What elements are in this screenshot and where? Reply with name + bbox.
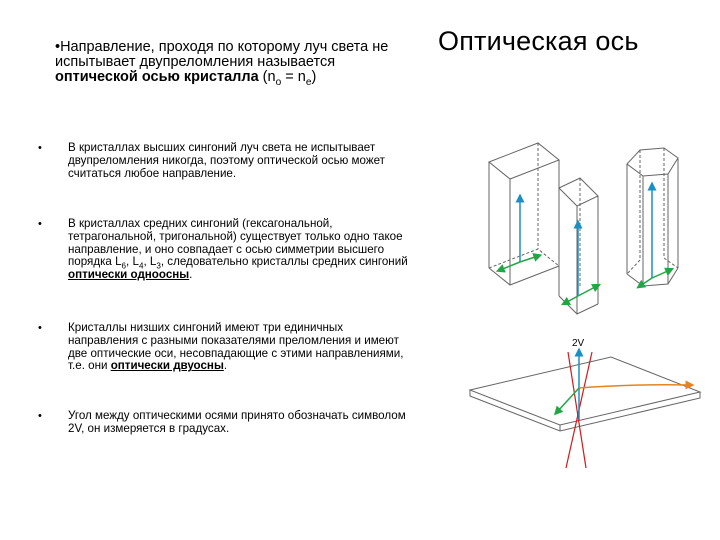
- refracted-ray-arrow: [579, 385, 690, 388]
- biaxial-plate: [470, 357, 700, 431]
- emphasis-term: оптически одноосны: [68, 268, 190, 282]
- bullet-dot: •: [38, 322, 42, 334]
- subscript: 6: [121, 261, 127, 271]
- intro-bullet: •: [55, 39, 61, 55]
- item-text-end: .: [223, 359, 228, 373]
- intro-formula-close: ): [311, 69, 317, 85]
- bullet-dot: •: [38, 218, 42, 230]
- vibration-arrow: [520, 256, 538, 262]
- item-text-part: , L: [126, 255, 139, 269]
- bullet-dot: •: [38, 142, 42, 154]
- vibration-arrow: [578, 286, 597, 296]
- optic-axis-line: [568, 352, 586, 468]
- item-text-part: , L: [143, 255, 157, 269]
- vibration-arrow: [652, 270, 670, 278]
- item-text-part: , следовательно кристаллы средних сингоний: [160, 255, 408, 269]
- intro-formula-eq: = n: [281, 69, 306, 85]
- cubic-prism: [489, 143, 559, 285]
- subscript: 3: [156, 261, 161, 271]
- angle-label: 2V: [572, 338, 585, 349]
- intro-text: Направление, проходя по которому луч света не испытывает двупреломления называется: [55, 39, 389, 70]
- bullet-dot: •: [38, 410, 42, 422]
- intro-sub-o: o: [275, 76, 282, 88]
- emphasis-term: оптически двуосны: [110, 359, 224, 373]
- item-text: В кристаллах высших сингоний луч света не испытывает двупреломления никогда, поэтому оптической осью может считаться любое направление.: [68, 141, 385, 180]
- intro-sub-e: e: [305, 76, 312, 88]
- item-text-part: Кристаллы низших сингоний имеют три единичных направления с разными показателями преломления и имеют две оптические оси, несовпадающие с этими направлениями, т.е. они: [68, 321, 404, 373]
- vibration-arrow: [565, 296, 578, 303]
- vibration-arrow: [640, 278, 652, 286]
- item-text-end: .: [189, 268, 193, 282]
- intro-formula-part: (n: [258, 69, 276, 85]
- item-text: Угол между оптическими осями принято обозначать символом 2V, он измеряется в градусах.: [68, 409, 406, 435]
- item-text-part: В кристаллах средних сингоний (гексагональной, тетрагональной, тригональной) существует только одно такое направление, и оно совпадает с осью симметрии высшего порядка L: [68, 217, 403, 269]
- intro-term: оптической осью кристалла: [55, 69, 259, 85]
- subscript: 4: [138, 261, 144, 271]
- slide-title: Оптическая ось: [438, 26, 639, 56]
